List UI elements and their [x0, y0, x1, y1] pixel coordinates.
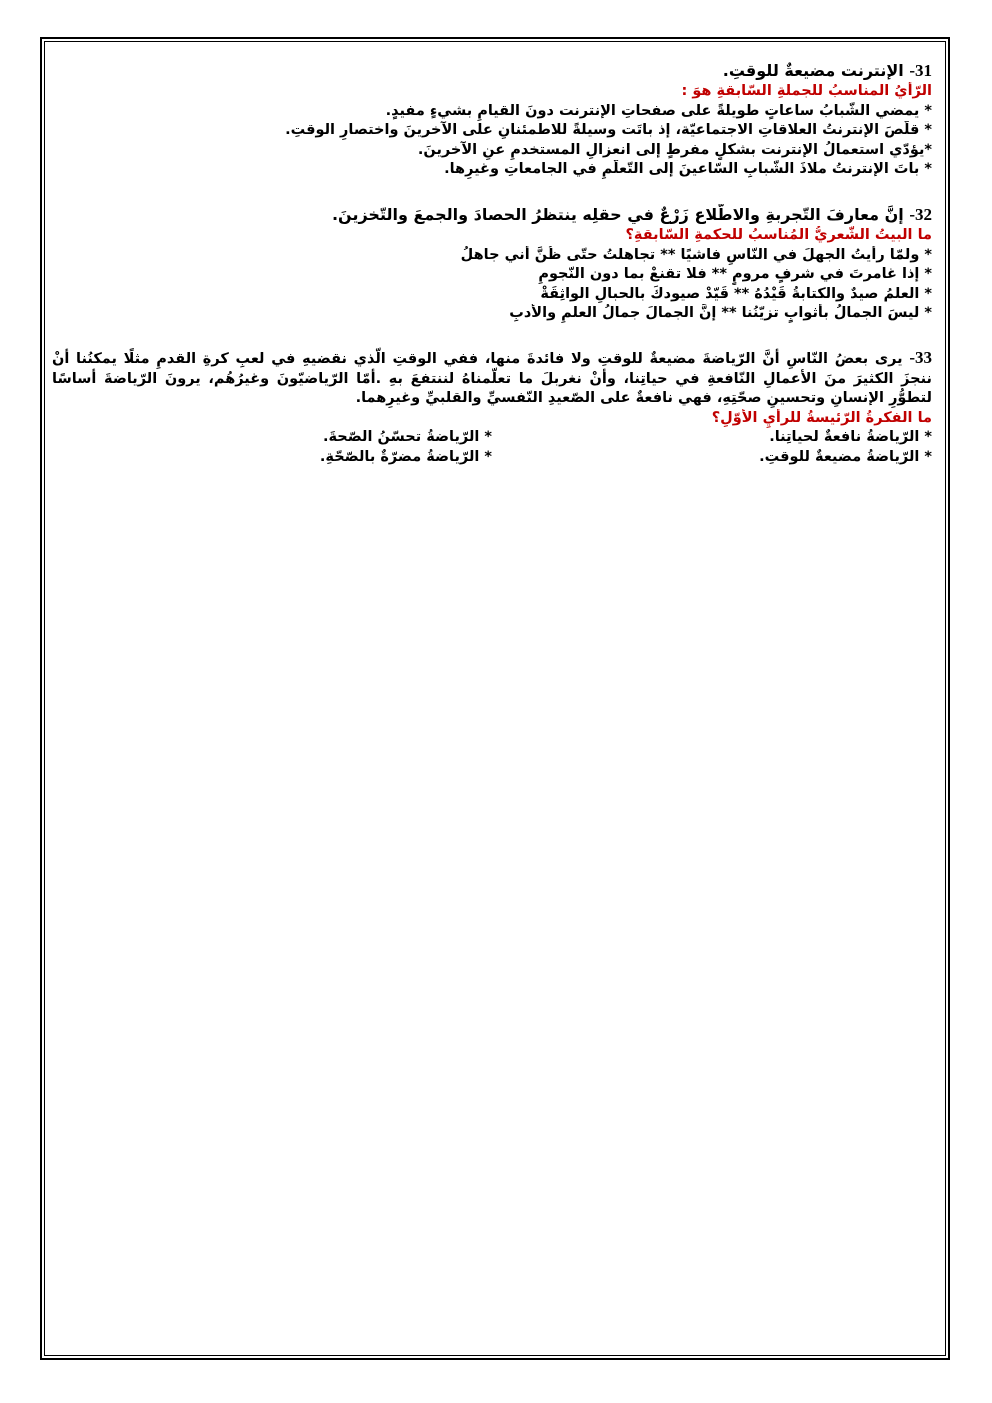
q33-option-1[interactable]: * الرّياضةُ نافعةٌ لحياتِنا.	[769, 429, 932, 446]
q32-option-2[interactable]: * إذا غامرتَ في شرفٍ مرومٍ ** فلا تقنعْ بما دون النّجومِ	[538, 266, 932, 283]
worksheet-content	[52, 60, 932, 468]
section-gap	[52, 180, 932, 204]
q31-text: الإنترنت مضيعةٌ للوقتِ.	[722, 61, 904, 80]
q32-number: 32-	[909, 204, 932, 224]
q33-statement	[52, 348, 932, 409]
q32-statement	[52, 204, 932, 226]
q33-options-row-1	[52, 428, 932, 448]
q31-option-2[interactable]: * قلّصَ الإنترنتُ العلاقاتِ الاجتماعيّة، إذ باتَت وسيلةً للاطمئنانِ على الآخرينَ واختصارِ الوقتِ.	[285, 122, 932, 139]
q33-option-3[interactable]: * الرّياضةُ مضيعةٌ للوقتِ.	[759, 448, 932, 465]
q33-question: ما الفكرةُ الرّئيسةُ للرأيِ الأوّلِ؟	[711, 409, 932, 426]
section-gap	[52, 324, 932, 348]
q33-options-row-2	[52, 448, 932, 468]
q33-option-2[interactable]: * الرّياضةُ تحسّنُ الصّحةَ.	[322, 429, 492, 446]
q32-option-4[interactable]: * ليسَ الجمالُ بأثوابٍ تزيّنُنا ** إنَّ الجمالَ جمالُ العلمِ والأدبِ	[509, 305, 932, 322]
q32-option-1[interactable]: * ولمّا رأيتُ الجهلَ في النّاسِ فاشيًا ** تجاهلتُ حتّى ظُنَّ أني جاهلُ	[460, 246, 932, 263]
q33-option-4[interactable]: * الرّياضةُ مضرّةٌ بالصّحّةِ.	[319, 448, 492, 465]
q31-question: الرّأيُ المناسبُ للجملةِ السّابقةِ هوَ :	[681, 83, 932, 99]
q31-option-1[interactable]: * يمضي الشّبابُ ساعاتٍ طويلةً على صفحاتِ الإنترنت دونَ القيامِ بشيءٍ مفيدٍ.	[385, 102, 932, 119]
q32-option-3[interactable]: * العلمُ صيدٌ والكتابةُ قَيْدُهُ ** قَيّدْ صيودكَ بالحبالِ الواثِقَةْ	[540, 285, 932, 302]
q31-option-3[interactable]: *يؤدّي استعمالُ الإنترنت بشكلٍ مفرطٍ إلى انعزالِ المستخدمِ عنِ الآخرينَ.	[417, 141, 932, 158]
q33-text: يرى بعضُ النّاسِ أنَّ الرّياضةَ مضيعةٌ للوقتِ ولا فائدةَ منها، ففي الوقتِ الّذي نقضيهِ في لعبِ كرةِ القدمِ مثلًا يمكنُنا أنْ ننجزَ الكثيرَ منَ الأعمالِ النّافعةِ في حياتِنا، وأنْ نغربلَ ما تعلّمناهُ لننتفعَ بهِ .أمّا الرّياضيّونَ وغيرُهُم، يرونَ الرّياضةَ أساسًا لتطوُّرِ الإنسانِ وتحسينِ صحّتِهِ، فهي نافعةٌ على الصّعيدِ النّفسيِّ والقلبيِّ وغيرِهما.	[52, 350, 932, 407]
q33-number: 33-	[909, 347, 932, 367]
q32-question: ما البيتُ الشّعريُّ المُناسبُ للحكمةِ السّابقةِ؟	[625, 226, 932, 243]
q31-option-4[interactable]: * باتَ الإنترنتُ ملاذَ الشّبابِ السّاعينَ إلى التّعلّمِ في الجامعاتِ وغيرِها.	[444, 161, 932, 178]
q32-text: إنَّ معارفَ التّجربةِ والاطّلاع زَرْعٌ في حقلِه ينتظرُ الحصادَ والجمعَ والتّخزينَ.	[331, 204, 904, 224]
q31-statement	[52, 60, 932, 82]
q31-number: 31-	[909, 61, 932, 80]
